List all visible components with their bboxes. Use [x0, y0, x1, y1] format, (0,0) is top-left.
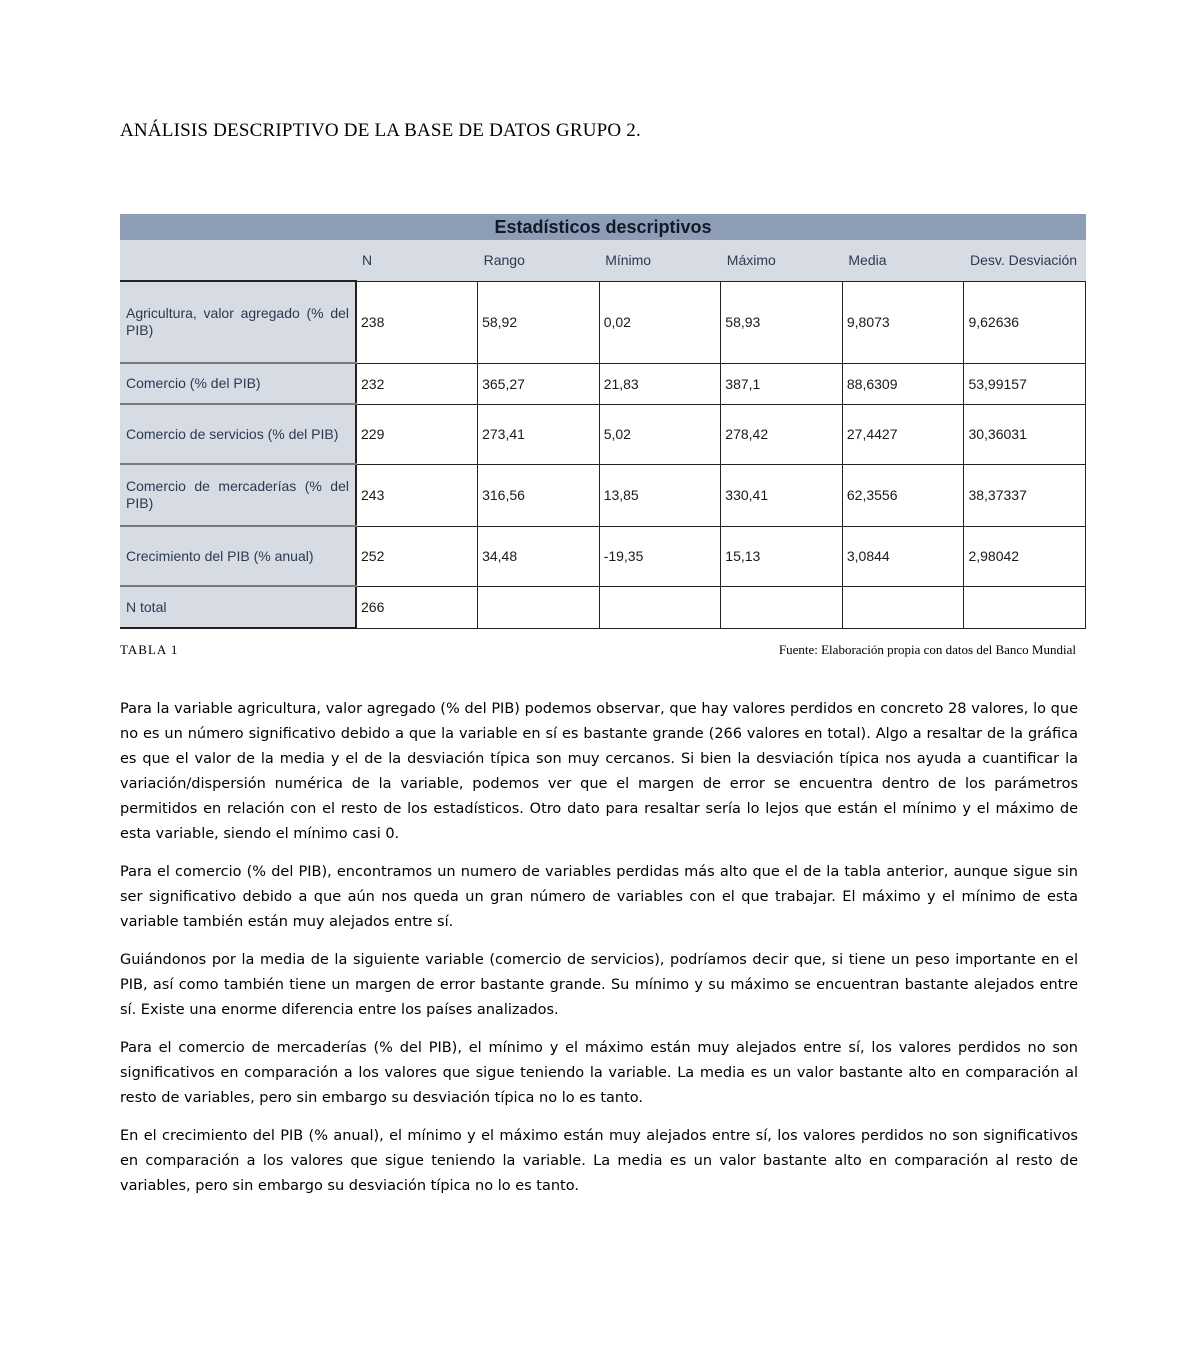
paragraph: En el crecimiento del PIB (% anual), el mínimo y el máximo están muy alejados entre sí, los valores perdidos no son significativos en comparación a los valores que sigue teniendo la variable. La media es un valor bastante alto en comparación al resto de variables, pero sin embargo su desviación típica no lo es tanto.	[120, 1128, 1078, 1194]
table-cell: 30,36031	[964, 404, 1086, 464]
header-cell-corner	[120, 240, 356, 281]
table-caption: Estadísticos descriptivos	[120, 214, 1086, 240]
table-cell: 330,41	[721, 464, 843, 526]
table-cell: 58,93	[721, 281, 843, 363]
table-cell: 88,6309	[842, 363, 964, 404]
table-cell: 316,56	[478, 464, 600, 526]
table-row	[120, 586, 1086, 628]
table-cell: 0,02	[599, 281, 721, 363]
paragraph: Para la variable agricultura, valor agregado (% del PIB) podemos observar, que hay valores perdidos en concreto 28 valores, lo que no es un número significativo debido a que la variable en sí es bastante grande (266 valores en total). Algo a resaltar de la gráfica es que el valor de la media y el de la desviación típica son muy cercanos. Si bien la desviación típica nos ayuda a cuantificar la variación/dispersión numérica de la variable, podemos ver que el margen de error se encuentra dentro de los parámetros permitidos en relación con el resto de los estadísticos. Otro dato para resaltar sería lo lejos que están el mínimo y el máximo de esta variable, siendo el mínimo casi 0.	[120, 701, 1078, 842]
table-cell: 365,27	[478, 363, 600, 404]
table-cell: 9,8073	[842, 281, 964, 363]
table-cell: 5,02	[599, 404, 721, 464]
table-cell: 387,1	[721, 363, 843, 404]
body-text	[120, 697, 1078, 1212]
paragraph: Para el comercio (% del PIB), encontramos un numero de variables perdidas más alto que el de la tabla anterior, aunque sigue sin ser significativo debido a que aún nos queda un gran número de variables con el que trabajar. El máximo y el mínimo de esta variable también están muy alejados entre sí.	[120, 864, 1078, 930]
table-cell: 273,41	[478, 404, 600, 464]
table-cell	[964, 586, 1086, 628]
table-cell: 62,3556	[842, 464, 964, 526]
table-cell	[842, 586, 964, 628]
table-cell: 13,85	[599, 464, 721, 526]
table-cell: 252	[356, 526, 478, 586]
row-label: Comercio de mercaderías (% del PIB)	[120, 464, 356, 526]
table-cell: 278,42	[721, 404, 843, 464]
table-header-row	[120, 240, 1086, 281]
paragraph: Para el comercio de mercaderías (% del PIB), el mínimo y el máximo están muy alejados entre sí, los valores perdidos no son significativos en comparación a los valores que sigue teniendo la variable. La media es un valor bastante alto en comparación al resto de variables, pero sin embargo su desviación típica no lo es tanto.	[120, 1040, 1078, 1106]
table-label: TABLA 1	[120, 642, 179, 657]
table-cell: 34,48	[478, 526, 600, 586]
table-cell: 238	[356, 281, 478, 363]
table-cell: 232	[356, 363, 478, 404]
header-cell-media: Media	[842, 240, 964, 281]
table-cell	[599, 586, 721, 628]
header-cell-rango: Rango	[478, 240, 600, 281]
table-cell: 3,0844	[842, 526, 964, 586]
table-cell: 266	[356, 586, 478, 628]
row-label: Comercio (% del PIB)	[120, 363, 356, 404]
row-label: Agricultura, valor agregado (% del PIB)	[120, 281, 356, 363]
page-title: ANÁLISIS DESCRIPTIVO DE LA BASE DE DATOS GRUPO 2.	[120, 120, 641, 141]
table-row	[120, 526, 1086, 586]
table-cell: 9,62636	[964, 281, 1086, 363]
table-cell	[478, 586, 600, 628]
table-source: Fuente: Elaboración propia con datos del Banco Mundial	[778, 642, 1076, 657]
row-label: Comercio de servicios (% del PIB)	[120, 404, 356, 464]
table-cell: -19,35	[599, 526, 721, 586]
descriptive-stats-table	[120, 214, 1086, 629]
row-label: Crecimiento del PIB (% anual)	[120, 526, 356, 586]
header-cell-n: N	[356, 240, 478, 281]
table-cell: 15,13	[721, 526, 843, 586]
header-cell-maximo: Máximo	[721, 240, 843, 281]
table-cell: 21,83	[599, 363, 721, 404]
table-cell: 2,98042	[964, 526, 1086, 586]
table-cell: 229	[356, 404, 478, 464]
table-cell: 53,99157	[964, 363, 1086, 404]
header-cell-desviacion: Desv. Desviación	[964, 240, 1086, 281]
table-row	[120, 363, 1086, 404]
table-cell: 243	[356, 464, 478, 526]
paragraph: Guiándonos por la media de la siguiente variable (comercio de servicios), podríamos decir que, si tiene un peso importante en el PIB, así como también tiene un margen de error bastante grande. Su mínimo y su máximo se encuentran bastante alejados entre sí. Existe una enorme diferencia entre los países analizados.	[120, 952, 1078, 1018]
row-label: N total	[120, 586, 356, 628]
table-cell: 58,92	[478, 281, 600, 363]
table-row	[120, 464, 1086, 526]
table-cell: 38,37337	[964, 464, 1086, 526]
table-cell	[721, 586, 843, 628]
table-cell: 27,4427	[842, 404, 964, 464]
table-row	[120, 404, 1086, 464]
table-row	[120, 281, 1086, 363]
header-cell-minimo: Mínimo	[599, 240, 721, 281]
